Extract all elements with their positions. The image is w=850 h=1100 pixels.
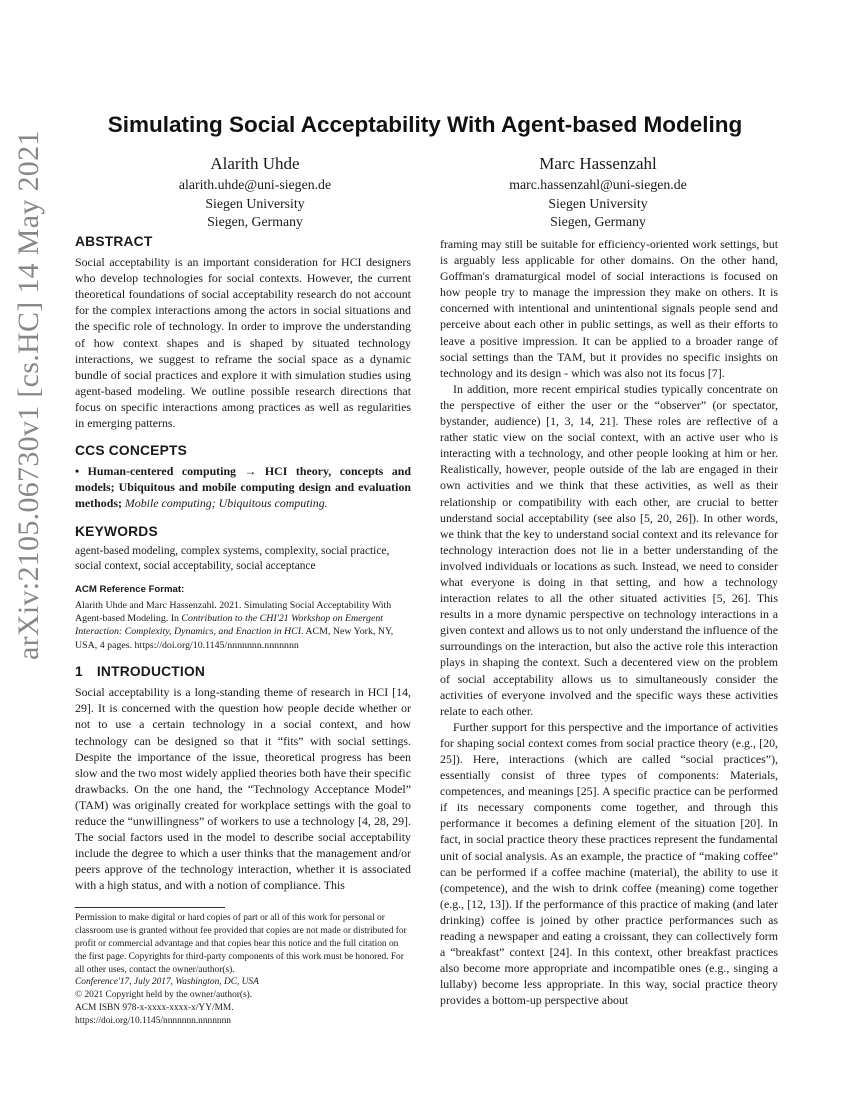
author-affiliation: Siegen University [548,195,648,211]
permission-notice: Permission to make digital or hard copies of part or all of this work for personal or classroom use is granted without fee provided that copies are not made or distributed for profit or commercial advantage and that copies bear this notice and the full citation on the first page. Copyrights for third-party components of this work must be honored. For all other uses, contact the owner/author(s). [75,913,407,975]
author-name: Alarith Uhde [210,154,300,173]
keywords-text: agent-based modeling, complex systems, complexity, social practice, social context, social acceptability, social acceptance [75,544,390,572]
ccs-italic: Mobile computing; Ubiquitous computing. [121,496,328,511]
author-affiliation: Siegen University [205,195,305,211]
keywords-heading: KEYWORDS [75,523,158,539]
section-number: 1 [75,664,83,680]
body-paragraph: In addition, more recent empirical studies typically concentrate on the perspective of either the user or the “observer” (or spectator, bystander, audience) [1, 3, 14, 21]. These roles are reflective of a rather static view on the social context, with an active user who is interacting with a technology, and other people looking at him or her. Realistically, however, people outside of the lab are engaged in their own activities and we think that these activities, as well as their relationship or compatibility with each other, are crucial to better understand social acceptability (see also [5, 20, 26]). In other words, we think that the key to understand social context and its relevance for technology interaction does not lie in a better understanding of the involved individuals or locations as such. Instead, we need to consider what everyone is doing in that setting, and how a technology interaction relates to all the other situated activities [5, 26]. This results in a more dynamic perspective on technology interactions in a given context and allows us to not only understand the influence of the surroundings on the interaction, but also the active role this interaction plays in shaping the context. Such a decentered view on the problem of social acceptability allows us to simultaneously consider the activities of everyone involved and the specific ways these activities relate to each other. [440,381,778,718]
introduction-heading [75,664,411,680]
author-block-1 [105,152,405,232]
ccs-text [75,463,411,511]
isbn: ACM ISBN 978-x-xxxx-xxxx-x/YY/MM. [75,1003,234,1014]
author-block-2 [448,152,748,232]
footnote-rule [75,907,225,908]
author-location: Siegen, Germany [207,214,303,229]
doi-link[interactable]: https://doi.org/10.1145/nnnnnnn.nnnnnnn [75,1015,231,1026]
conference-info: Conference'17, July 2017, Washington, DC, USA [75,977,259,988]
author-email: marc.hassenzahl@uni-siegen.de [509,177,687,192]
author-location: Siegen, Germany [550,214,646,229]
section-title: INTRODUCTION [96,664,206,680]
ccs-bold: • Human-centered computing → HCI theory, concepts and models; Ubiquitous and mobile computing design and evaluation methods; [75,464,411,511]
body-paragraph: Further support for this perspective and the importance of activities for shaping social context comes from social practice theory (e.g., [20, 25]). Here, interactions (which are called “social practices”), essentially consist of three types of components: Materials, competences, and meanings [25]. A specific practice can be performed if its necessary components come together, and through this performance it becomes a defining element of the situation [20]. In fact, in social practice theory these practices represent the fundamental unit of social analysis. As an example, the practice of “making coffee” can be performed if a coffee machine (material), the ability to use it (competence), and the wish to drink coffee (meaning) come together (e.g., [12, 13]). If the performance of this practice of making (and later drinking) coffee is joined by other practice performances such as reading a newspaper and eating a croissant, they can collectively form a “breakfast” context [24]. In this context, other breakfast practices also become more appropriate and incompatible ones (e.g., singing a lullaby) become less appropriate. In this way, social practice theory provides a bottom-up perspective about [440,719,778,1008]
left-column [75,234,411,1028]
acm-ref-part: Alarith Uhde and Marc Hassenzahl. 2021. Simulating Social Acceptability With Agent-based Modeling. In [75,599,392,624]
author-name: Marc Hassenzahl [539,154,657,173]
acm-reference-text [75,599,411,653]
arxiv-identifier: arXiv:2105.06730v1 [cs.HC] 14 May 2021 [12,130,45,660]
intro-paragraph: Social acceptability is a long-standing theme of research in HCI [14, 29]. It is concerned with the question how people decide whether or not to use a certain technology in a social context, and how technology can be designed so that it “fits” with social settings. Despite the importance of the issue, theoretical progress has been slow and the two most widely applied theories both have their specific drawbacks. On the one hand, the “Technology Acceptance Model” (TAM) was originally created for workplace settings with the goal to reduce the “unwillingness” of workers to use a technology [4, 28, 29]. The social factors used in the model to describe social acceptability include the degree to which a user thinks that the management and/or peers approve of the technology interaction, whether it is associated with a high status, and with a notion of compliance. This [75,685,411,893]
acm-reference-heading: ACM Reference Format: [75,584,185,596]
right-column [440,236,778,1009]
abstract-text: Social acceptability is an important consideration for HCI designers who develop technologies for social contexts. However, the current theoretical foundations of social acceptability research do not account for the complex interactions among the actors in social situations and the specific role of technology. In order to improve the understanding of how context shapes and is shaped by situated technology interactions, we suggest to reframe the social space as a dynamic bundle of social practices and explore it with simulation studies using agent-based modeling. We outline possible research directions that focus on specific interactions among practices as well as regularities in emerging patterns. [75,255,411,431]
body-paragraph: framing may still be suitable for efficiency-oriented work settings, but is arguably less applicable for other domains. On the other hand, Goffman's dramaturgical model of social interactions is focused on how people try to manage the impression they make on others. It is concerned with intentional and unintentional signals people send and perceive about each other in public settings, as well as their efforts to leave a positive impression. It can be applied to a broader range of social settings than the TAM, but it provides no specific insights on technology and its design - which was also not its focus [7]. [440,237,778,380]
acm-ref-part: . ACM, New York, NY, USA, 4 pages. https://doi.org/10.1145/nnnnnnn.nnnnnnn [75,626,394,651]
acm-ref-venue: Contribution to the CHI'21 Workshop on Emergent Interaction: Complexity, Dynamics, and Enaction in HCI [75,612,384,638]
paper-title: Simulating Social Acceptability With Agent-based Modeling [107,112,743,137]
ccs-heading: CCS CONCEPTS [75,443,188,459]
abstract-heading: ABSTRACT [75,234,153,249]
copyright-notice: © 2021 Copyright held by the owner/author(s). [75,990,253,1001]
author-email: alarith.uhde@uni-siegen.de [178,177,332,192]
